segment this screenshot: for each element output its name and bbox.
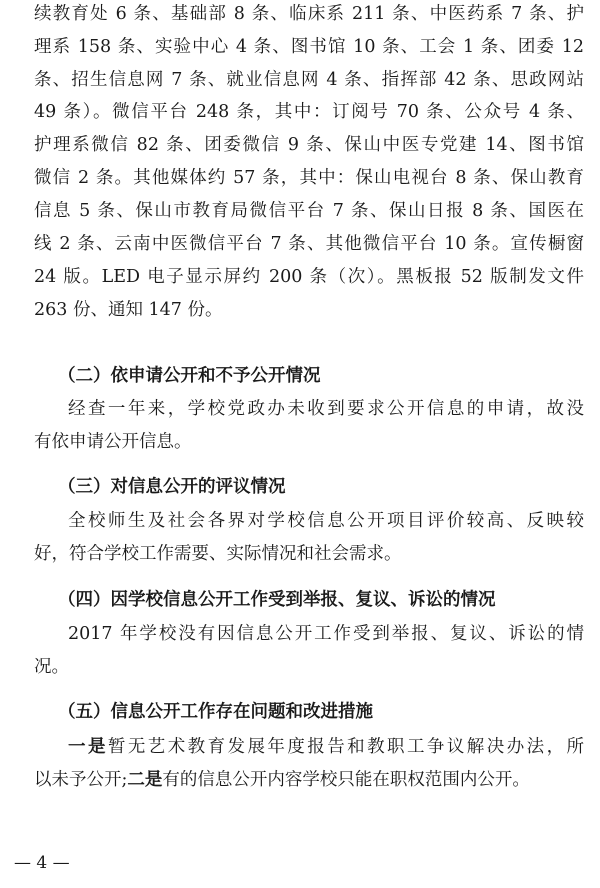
paragraph-line: 续教育处 6 条、基础部 8 条、临床系 211 条、中医药系 7 条、护 bbox=[34, 4, 584, 24]
section-heading-4: （四）因学校信息公开工作受到举报、复议、诉讼的情况 bbox=[58, 590, 496, 610]
paragraph-line: 263 份、通知 147 份。 bbox=[34, 300, 223, 320]
section-heading-3: （三）对信息公开的评议情况 bbox=[58, 477, 286, 497]
paragraph-line: 24 版。LED 电子显示屏约 200 条（次）。黑板报 52 版制发文件 bbox=[34, 267, 584, 287]
paragraph-line: 线 2 条、云南中医微信平台 7 条、其他微信平台 10 条。宣传橱窗 bbox=[34, 234, 584, 254]
paragraph-line: 全校师生及社会各界对学校信息公开项目评价较高、反映较 bbox=[68, 511, 584, 531]
paragraph-text: 暂无艺术教育发展年度报告和教职工争议解决办法，所 bbox=[107, 737, 585, 757]
paragraph-line bbox=[34, 768, 584, 792]
paragraph-line: 好，符合学校工作需要、实际情况和社会需求。 bbox=[34, 544, 402, 564]
paragraph-line: 有依申请公开信息。 bbox=[34, 432, 192, 452]
paragraph-line: 2017 年学校没有因信息公开工作受到举报、复议、诉讼的情 bbox=[68, 624, 584, 644]
paragraph-line bbox=[68, 735, 584, 759]
paragraph-line: 理系 158 条、实验中心 4 条、图书馆 10 条、工会 1 条、团委 12 bbox=[34, 37, 584, 57]
paragraph-line: 护理系微信 82 条、团委微信 9 条、保山中医专党建 14、图书馆 bbox=[34, 135, 584, 155]
paragraph-line: 49 条）。微信平台 248 条，其中：订阅号 70 条、公众号 4 条、 bbox=[34, 102, 584, 122]
paragraph-line: 微信 2 条。其他媒体约 57 条，其中：保山电视台 8 条、保山教育 bbox=[34, 168, 584, 188]
section-heading-5: （五）信息公开工作存在问题和改进措施 bbox=[58, 702, 373, 722]
paragraph-line: 条、招生信息网 7 条、就业信息网 4 条、指挥部 42 条、思政网站 bbox=[34, 70, 584, 90]
paragraph-line: 信息 5 条、保山市教育局微信平台 7 条、保山日报 8 条、国医在 bbox=[34, 201, 584, 221]
paragraph-text: 有的信息公开内容学校只能在职权范围内公开。 bbox=[162, 770, 530, 790]
emphasis-second: 二是 bbox=[127, 770, 163, 790]
section-heading-2: （二）依申请公开和不予公开情况 bbox=[58, 366, 321, 386]
paragraph-line: 经查一年来，学校党政办未收到要求公开信息的申请，故没 bbox=[68, 399, 584, 419]
page-number: — 4 — bbox=[14, 853, 70, 873]
paragraph-text: 以未予公开; bbox=[34, 770, 128, 790]
emphasis-first: 一是 bbox=[68, 737, 108, 757]
paragraph-line: 况。 bbox=[34, 657, 69, 677]
